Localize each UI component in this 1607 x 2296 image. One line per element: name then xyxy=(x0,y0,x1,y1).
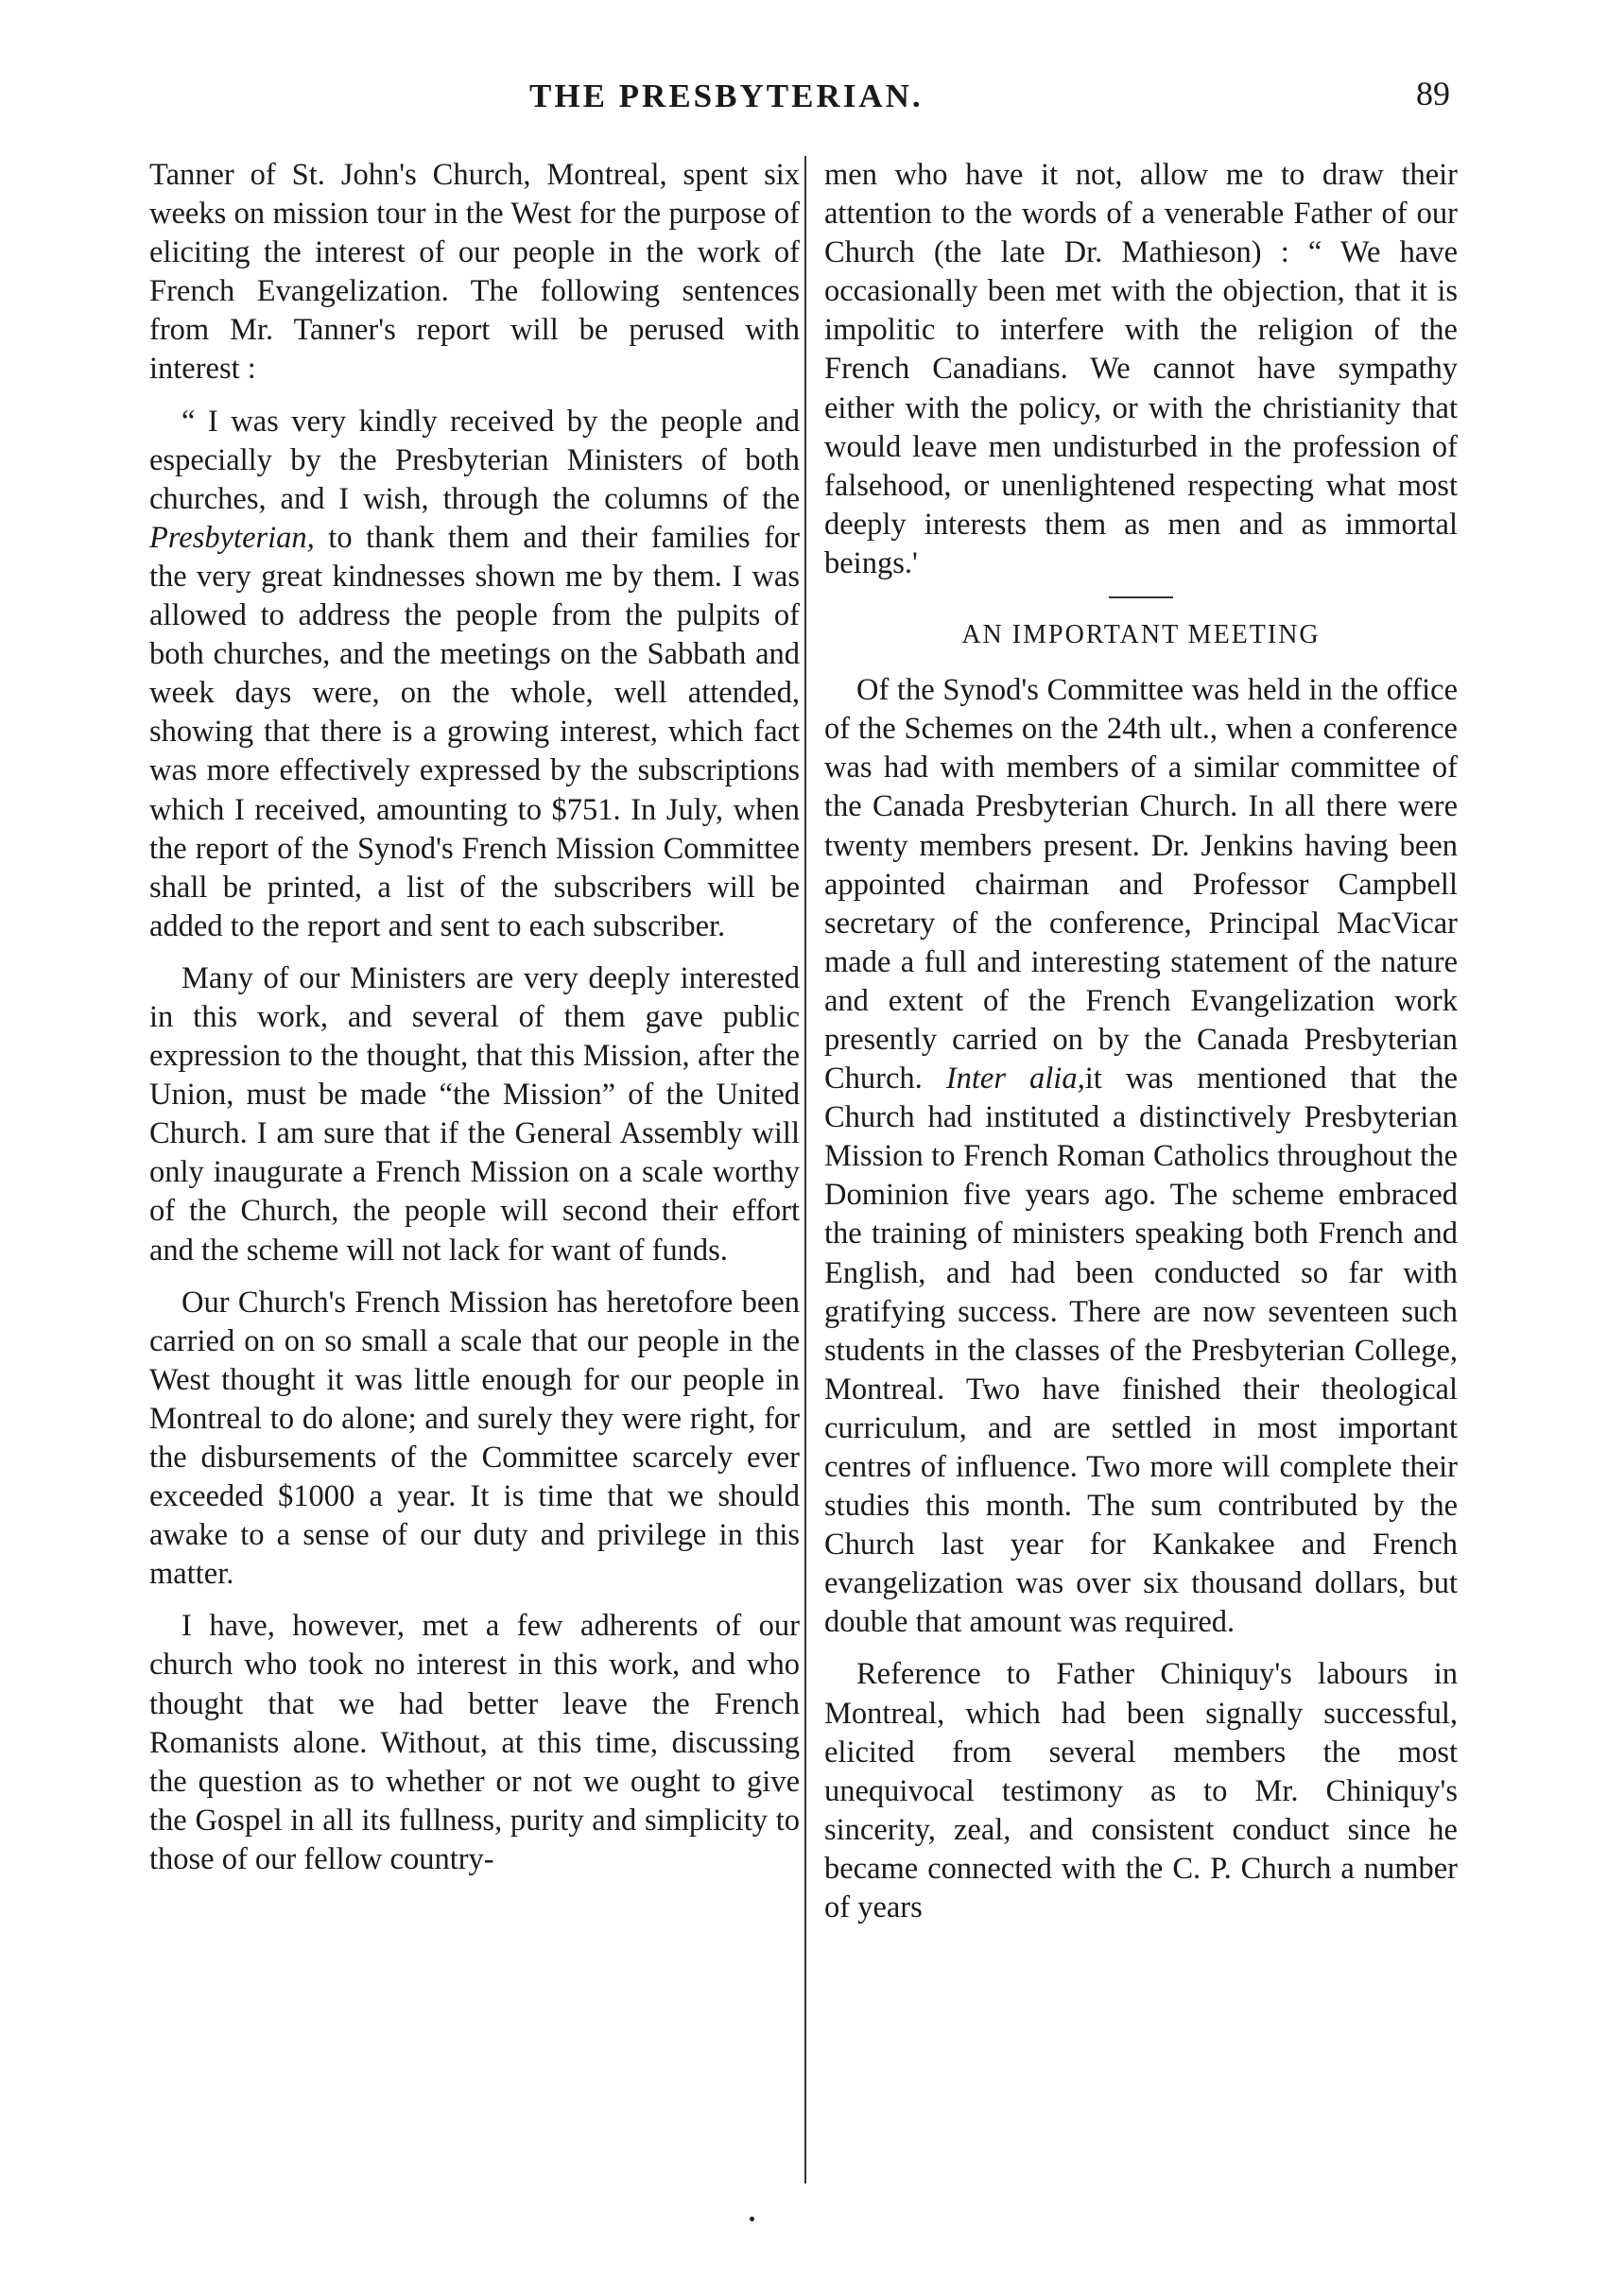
right-paragraph-3: Reference to Father Chiniquy's labours in Montreal, which had been signally successful, elicited from several members the most unequivocal testimony as to Mr. Chiniquy's sincerity, zeal, and consistent conduct since he became connected with the C. P. Church a number of years xyxy=(824,1657,1458,1925)
page-number: 89 xyxy=(1416,75,1450,112)
left-paragraph-3: Many of our Ministers are very deeply interested in this work, and several of them gave public expression to the thought, that this Mission, after the Union, must be made “the Mission” of the United Church. I am sure that if the General Assembly will only inaugurate a French Mission on a scale worthy of the Church, the people will second their effort and the scheme will not lack for want of funds. xyxy=(149,960,800,1268)
section-rule xyxy=(1109,596,1173,598)
section-heading: AN IMPORTANT MEETING xyxy=(961,620,1321,650)
left-paragraph-4: Our Church's French Mission has heretofore been carried on on so small a scale that our people in the West thought it was little enough for our people in Montreal to do alone; and surely they were right, for the disbursements of the Committee scarcely ever exceeded $1000 a year. It is time that we should awake to a sense of our duty and privilege in this matter. xyxy=(149,1285,800,1592)
running-title: THE PRESBYTERIAN. xyxy=(529,78,924,114)
quote-text-start: “ I was very kindly received by the people and especially by the Presbyterian Ministers of both churches, and I wish, through the columns of the xyxy=(149,404,800,516)
meeting-text-end: it was mentioned that the Church had instituted a distinctively Presbyterian Mission to French Roman Catholics throughout the Dominion five years ago. The scheme embraced the training of ministers speaking both French and English, and had been conducted so far with gratifying success. There are now seventeen such students in the classes of the Presbyterian College, Montreal. Two have finished their theological curriculum, and are settled in most important centres of influence. Two more will complete their studies this month. The sum contributed by the Church last year for Kankakee and French evangelization was over six thousand dollars, but double that amount was required. xyxy=(824,1062,1458,1640)
printer-mark xyxy=(750,2217,754,2221)
meeting-text-start: Of the Synod's Committee was held in the office of the Schemes on the 24th ult., when a conference was had with members of a similar committee of the Canada Presbyterian Church. In all there were twenty members present. Dr. Jenkins having been appointed chairman and Professor Campbell secretary of the conference, Principal MacVicar made a full and interesting statement of the nature and extent of the French Evangelization work presently carried on by the Canada Presbyterian Church. xyxy=(824,673,1458,1096)
left-paragraph-5: I have, however, met a few adherents of our church who took no interest in this work, and who thought that we had better leave the French Romanists alone. Without, at this time, discussing the question as to whether or not we ought to give the Gospel in all its fullness, purity and simplicity to those of our fellow country- xyxy=(149,1609,800,1876)
column-divider xyxy=(804,156,806,2184)
quote-text-end: to thank them and their families for the very great kindnesses shown me by them. I was allowed to address the people from the pulpits of both churches, and the meetings on the Sabbath and week days were, on the whole, well attended, showing that there is a growing interest, which fact was more effectively expressed by the subscriptions which I received, amounting to $751. In July, when the report of the Synod's French Mission Committee shall be printed, a list of the subscribers will be added to the report and sent to each subscriber. xyxy=(149,520,800,943)
left-paragraph-2 xyxy=(149,403,800,946)
left-column xyxy=(149,156,800,1892)
right-paragraph-1: men who have it not, allow me to draw their attention to the words of a venerable Father of our Church (the late Dr. Mathieson) : “ We have occasionally been met with the objection, that it is impolitic to interfere with the religion of the French Canadians. We cannot have sympathy either with the policy, or with the christianity that would leave men undisturbed in the profession of falsehood, or unenlightened respecting what most deeply interests them as men and as immortal beings.' xyxy=(824,158,1458,580)
right-paragraph-2 xyxy=(824,671,1458,1642)
inter-alia-italic: Inter alia, xyxy=(945,1062,1085,1096)
left-paragraph-1: Tanner of St. John's Church, Montreal, spent six weeks on mission tour in the West for the purpose of eliciting the interest of our people in the work of French Evangelization. The following sentences from Mr. Tanner's report will be perused with interest : xyxy=(149,158,800,387)
presbyterian-italic: Presbyterian, xyxy=(149,520,315,555)
right-column xyxy=(824,156,1458,1941)
